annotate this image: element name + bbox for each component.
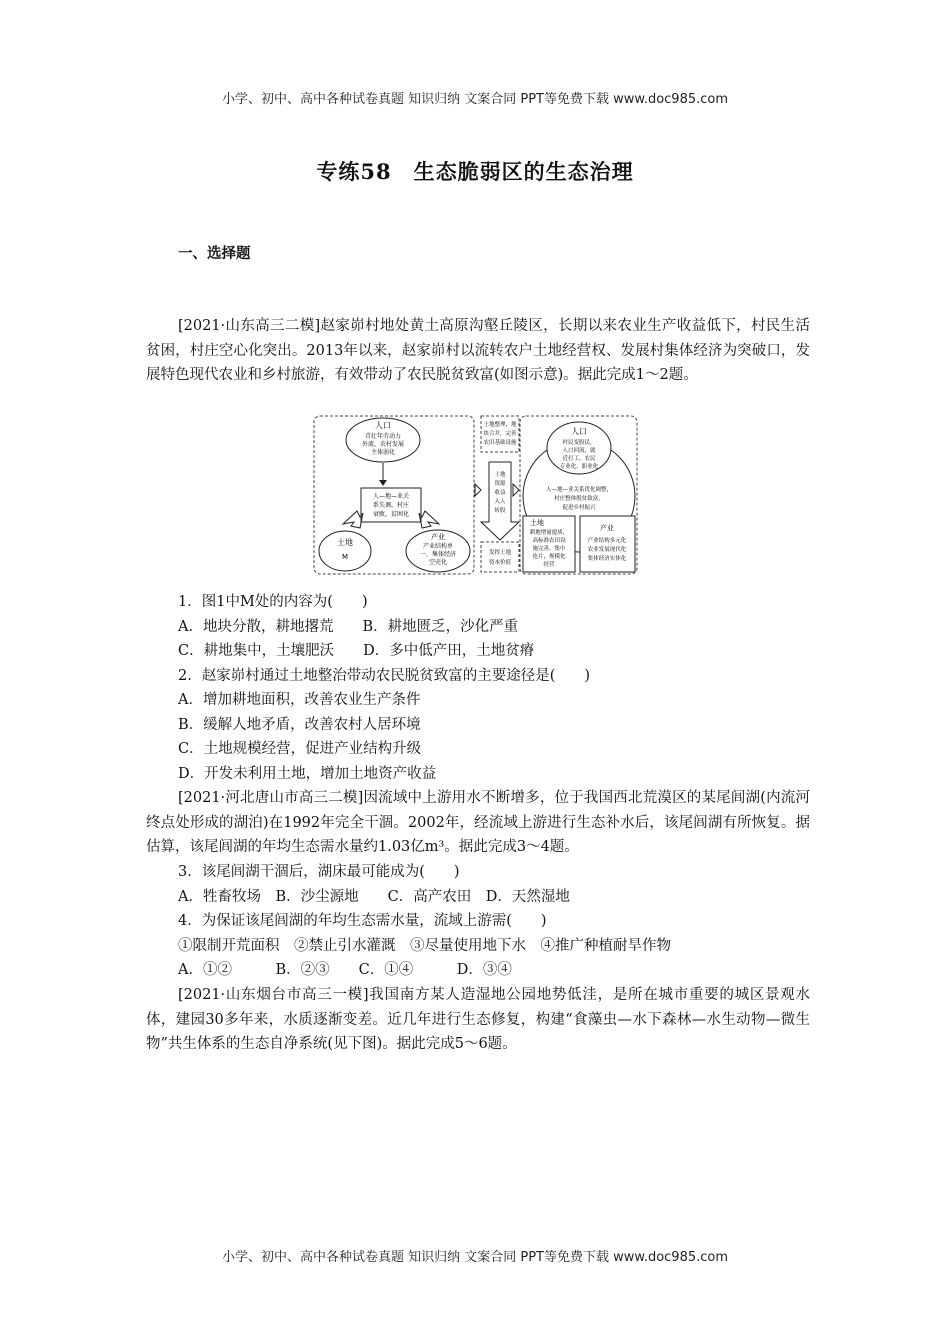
left-land-title: 土地: [337, 538, 353, 547]
mid-arrow-line-3: 收益: [494, 490, 506, 496]
left-center-line-3: 衰败，贫困化: [372, 511, 410, 518]
left-people-line-2: 外流，农村发展: [361, 441, 405, 448]
right-people-line-1: 村民变股民，: [562, 440, 596, 446]
page-footer: 小学、初中、高中各种试卷真题 知识归纳 文案合同 PPT等免费下载 www.doc985.com: [221, 1250, 729, 1265]
right-people-line-2: 人口回流，就: [562, 448, 596, 454]
question-4-items: ①限制开荒面积 ②禁止引水灌溉 ③尽量使用地下水 ④推广种植耐旱作物: [178, 938, 671, 954]
left-industry-line-4: 空壳化: [428, 559, 448, 566]
mid-arrow-line-4: 入人: [494, 499, 506, 505]
section-heading: 一、选择题: [178, 245, 251, 262]
right-land-line-3: 施完善，集中: [532, 546, 566, 552]
question-4-options: A．①② B．②③ C．①④ D．③④: [178, 962, 512, 978]
right-land-line-5: 经营: [543, 562, 555, 568]
question-4: 4．为保证该尾闾湖的年均生态需水量，流域上游需( ): [178, 913, 547, 929]
left-people-line-1: 青壮年劳动力: [364, 433, 402, 440]
right-land-line-1: 耕地增量提质，: [529, 530, 569, 536]
mid-bottom-line-1: 发挥土地: [488, 550, 512, 556]
mid-top-line-3: 农田基础设施: [483, 440, 517, 446]
question-2-option-b: B．缓解人地矛盾，改善农村人居环境: [178, 717, 421, 733]
page-title: 专练58 生态脆弱区的生态治理: [316, 159, 634, 184]
right-land-title: 土地: [530, 519, 544, 527]
right-industry-line-3: 集体经济实体化: [587, 556, 627, 562]
passage-3: [2021·山东烟台市高三一模]我国南方某人造湿地公园地势低洼，是所在城市重要的城区景观水体，建园30多年来，水质逐渐变差。近几年进行生态修复，构建“食藻虫—水下森林—水生动物—微生物”共生体系的生态自净系统(见下图)。据此完成5～6题。: [146, 987, 810, 1052]
left-industry-line-2: 产业结构单: [422, 543, 454, 550]
left-center-line-2: 系失调，村庄: [372, 502, 410, 509]
right-industry-title: 产业: [600, 524, 614, 532]
right-center-line-3: 促进乡村振兴: [562, 505, 596, 511]
right-people-title: 人口: [571, 427, 587, 436]
right-people-line-4: 专业化、职业化: [559, 464, 599, 470]
question-1-options-ab: A．地块分散，耕地撂荒 B．耕地匮乏，沙化严重: [178, 619, 519, 635]
question-1-options-cd: C．耕地集中，土壤肥沃 D．多中低产田，土地贫瘠: [178, 643, 535, 659]
question-2: 2．赵家峁村通过土地整治带动农民脱贫致富的主要途径是( ): [178, 668, 591, 684]
passage-1: [2021·山东高三二模]赵家峁村地处黄土高原沟壑丘陵区，长期以来农业生产收益低下，村民生活贫困，村庄空心化突出。2013年以来，赵家峁村以流转农户土地经营权、发展村集体经济为突破口，发展特色现代农业和乡村旅游，有效带动了农民脱贫致富(如图示意)。据此完成1～2题。: [146, 318, 810, 383]
left-people-line-3: 主体弱化: [370, 449, 396, 456]
left-land-m: M: [341, 553, 349, 561]
figure-1-diagram: [313, 414, 639, 576]
right-people-line-3: 近打工，农民: [562, 456, 596, 462]
page-header: 小学、初中、高中各种试卷真题 知识归纳 文案合同 PPT等免费下载 www.doc985.com: [221, 92, 729, 107]
mid-top-line-2: 块合并，完善: [483, 431, 517, 437]
right-industry-line-1: 产业结构多元化: [587, 538, 627, 544]
figure-1: [313, 414, 639, 576]
right-land-line-4: 连片，规模化: [532, 554, 566, 560]
question-1: 1．图1中M处的内容为( ): [178, 594, 368, 610]
passage-2: [2021·河北唐山市高三二模]因流域中上游用水不断增多，位于我国西北荒漠区的某尾闾湖(内流河终点处形成的湖泊)在1992年完全干涸。2002年，经流域上游进行生态补水后，该尾闾湖有所恢复。据估算，该尾闾湖的年均生态需水量约1.03亿m³。据此完成3～4题。: [146, 790, 810, 855]
left-industry-line-1: 产业: [431, 533, 445, 541]
question-2-option-c: C．土地规模经营，促进产业结构升级: [178, 741, 422, 757]
left-people-title: 人口: [375, 421, 391, 430]
right-center-line-2: 村庄整体脱贫致富，: [554, 496, 604, 502]
right-land-line-2: 高标准农田设: [532, 538, 566, 544]
right-center-line-1: 人—地—业关系优化调整，: [545, 487, 613, 493]
question-2-option-a: A．增加耕地面积，改善农业生产条件: [178, 692, 421, 708]
mid-arrow-line-5: 转股: [494, 508, 506, 514]
mid-top-line-1: 土地整理，地: [483, 422, 517, 428]
question-2-option-d: D．开发未利用土地，增加土地资产收益: [178, 766, 437, 782]
left-industry-line-3: 一，集体经济: [419, 551, 457, 558]
mid-arrow-line-2: 资源: [494, 481, 506, 487]
right-industry-line-2: 农业发展现代化: [587, 547, 627, 553]
mid-arrow-line-1: 土地: [494, 472, 506, 478]
question-3-options: A．牲畜牧场 B．沙尘源地 C．高产农田 D．天然湿地: [178, 889, 570, 905]
question-3: 3．该尾闾湖干涸后，湖床最可能成为( ): [178, 864, 460, 880]
mid-bottom-line-2: 资本价值: [488, 560, 512, 566]
left-center-line-1: 人—地—业关: [372, 493, 410, 500]
